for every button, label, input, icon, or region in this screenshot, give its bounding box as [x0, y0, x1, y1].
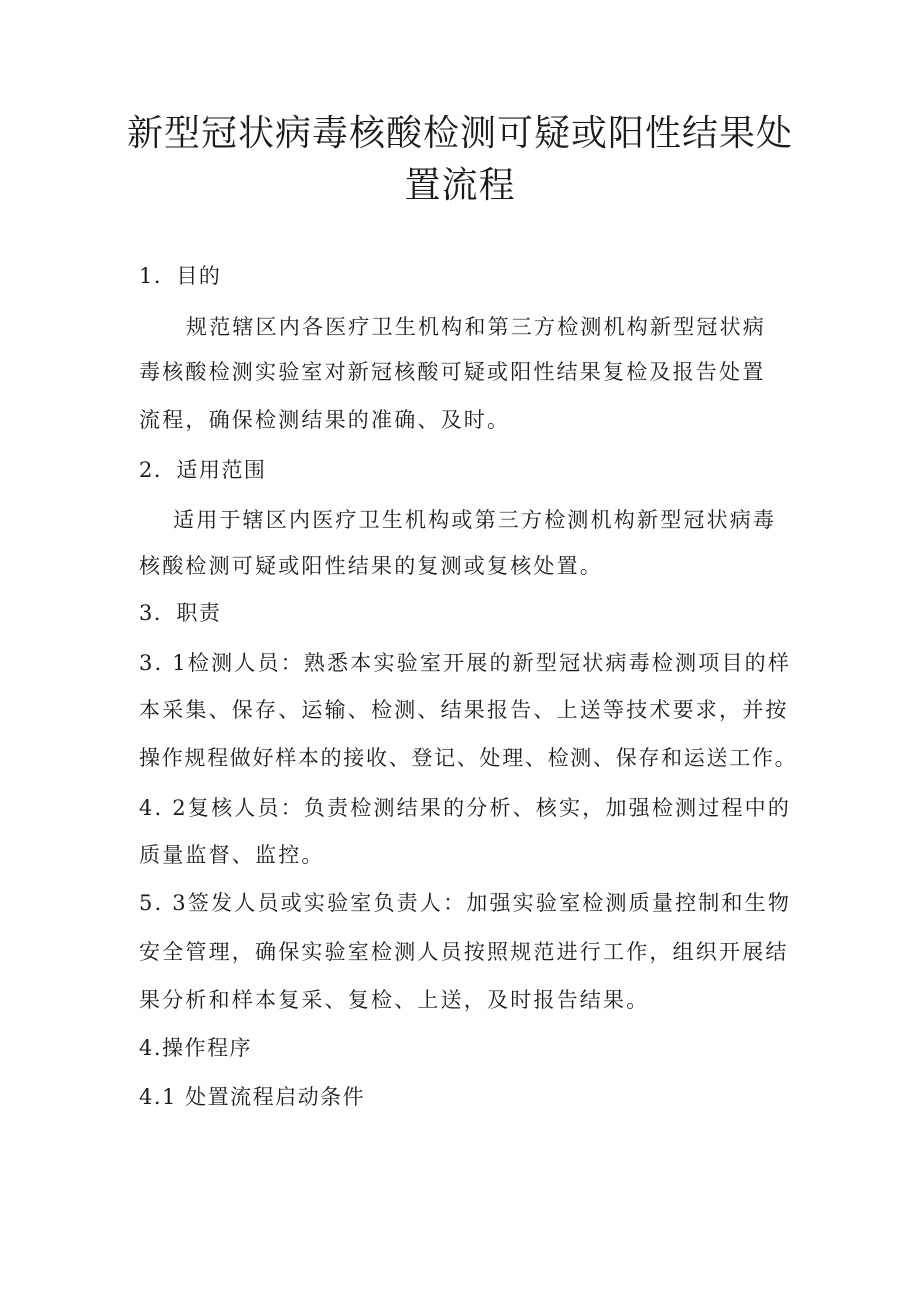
paragraph-line: 安全管理，确保实验室检测人员按照规范进行工作，组织开展结	[139, 940, 789, 964]
section-heading-scope: 2．适用范围	[139, 458, 267, 482]
paragraph-line: 核酸检测可疑或阳性结果的复测或复核处置。	[139, 554, 603, 578]
section-heading-duties: 3．职责	[139, 601, 222, 625]
title-line-2: 置流程	[404, 165, 516, 206]
paragraph-line: 3. 1检测人员：熟悉本实验室开展的新型冠状病毒检测项目的样	[139, 651, 792, 675]
paragraph-line: 流程，确保检测结果的准确、及时。	[139, 408, 511, 432]
paragraph-line: 适用于辖区内医疗卫生机构或第三方检测机构新型冠状病毒	[173, 508, 777, 532]
paragraph-line: 规范辖区内各医疗卫生机构和第三方检测机构新型冠状病	[186, 315, 766, 339]
paragraph-line: 操作规程做好样本的接收、登记、处理、检测、保存和运送工作。	[139, 746, 798, 770]
paragraph-line: 质量监督、监控。	[139, 843, 325, 867]
section-heading-procedure: 4.操作程序	[139, 1036, 253, 1060]
paragraph-line: 5. 3签发人员或实验室负责人：加强实验室检测质量控制和生物	[139, 891, 792, 915]
paragraph-line: 果分析和样本复采、复检、上送，及时报告结果。	[139, 988, 650, 1012]
paragraph-line: 本采集、保存、运输、检测、结果报告、上送等技术要求，并按	[139, 698, 789, 722]
section-heading-purpose: 1．目的	[139, 264, 222, 288]
document-title	[120, 108, 800, 212]
subsection-heading: 4.1 处置流程启动条件	[139, 1085, 366, 1109]
title-line-1: 新型冠状病毒核酸检测可疑或阳性结果处	[126, 113, 793, 154]
paragraph-line: 4. 2复核人员：负责检测结果的分析、核实，加强检测过程中的	[139, 796, 792, 820]
paragraph-line: 毒核酸检测实验室对新冠核酸可疑或阳性结果复检及报告处置	[139, 360, 766, 384]
